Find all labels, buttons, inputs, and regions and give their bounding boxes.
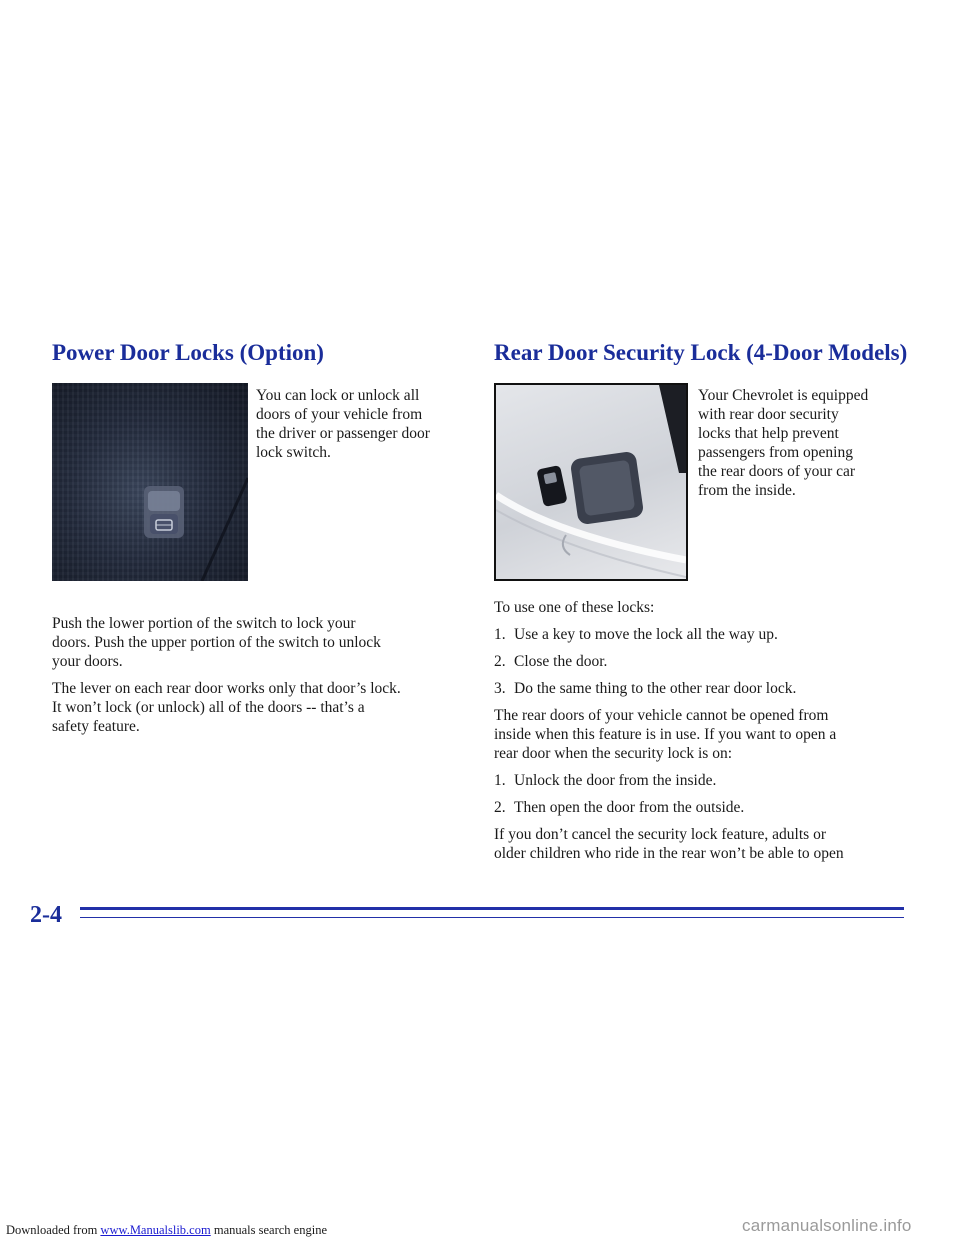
text-line: from the inside. bbox=[698, 482, 796, 499]
watermark: carmanualsonline.info bbox=[742, 1216, 912, 1235]
text-line: locks that help prevent bbox=[698, 425, 839, 442]
text-line: rear door when the security lock is on: bbox=[494, 745, 733, 762]
step-text: Use a key to move the lock all the way up. bbox=[514, 626, 778, 643]
step-text: Then open the door from the outside. bbox=[514, 799, 745, 816]
text-line: Your Chevrolet is equipped bbox=[698, 387, 869, 404]
power-locks-intro bbox=[256, 386, 476, 462]
power-door-locks-heading: Power Door Locks (Option) bbox=[52, 340, 324, 365]
text-line: passengers from opening bbox=[698, 444, 853, 461]
list-item bbox=[494, 625, 914, 644]
text-line: safety feature. bbox=[52, 718, 140, 735]
header-rule-thin bbox=[80, 917, 904, 918]
text-line: the driver or passenger door bbox=[256, 425, 430, 442]
list-item bbox=[494, 771, 914, 790]
step-text: Unlock the door from the inside. bbox=[514, 772, 717, 789]
list-item bbox=[494, 679, 914, 698]
rear-door-lock-photo bbox=[494, 383, 688, 581]
text-line: The rear doors of your vehicle cannot be opened from bbox=[494, 707, 829, 724]
page-number: 2-4 bbox=[30, 902, 62, 928]
step-number: 3. bbox=[494, 680, 506, 697]
text-line: the rear doors of your car bbox=[698, 463, 856, 480]
rear-door-security-lock-heading: Rear Door Security Lock (4-Door Models) bbox=[494, 340, 908, 365]
header-rule bbox=[80, 907, 904, 910]
step-number: 1. bbox=[494, 626, 506, 643]
manualslib-link[interactable]: www.Manualslib.com bbox=[100, 1223, 211, 1237]
list-item bbox=[494, 652, 914, 671]
text-line: The lever on each rear door works only that door’s lock. bbox=[52, 680, 401, 697]
text-line: lock switch. bbox=[256, 444, 331, 461]
step-text: Do the same thing to the other rear door lock. bbox=[514, 680, 797, 697]
step-text: Close the door. bbox=[514, 653, 608, 670]
text-line: You can lock or unlock all bbox=[256, 387, 420, 404]
footer-suffix: manuals search engine bbox=[210, 1223, 327, 1237]
power-locks-body bbox=[52, 614, 472, 744]
step-number: 2. bbox=[494, 653, 506, 670]
text-line: inside when this feature is in use. If you want to open a bbox=[494, 726, 837, 743]
paragraph bbox=[52, 679, 472, 736]
text-line: It won’t lock (or unlock) all of the doors -- that’s a bbox=[52, 699, 365, 716]
paragraph bbox=[494, 825, 914, 863]
use-intro: To use one of these locks: bbox=[494, 599, 655, 616]
text-line: your doors. bbox=[52, 653, 123, 670]
text-line: Push the lower portion of the switch to lock your bbox=[52, 615, 356, 632]
text-line: doors. Push the upper portion of the switch to unlock bbox=[52, 634, 381, 651]
text-line: If you don’t cancel the security lock feature, adults or bbox=[494, 826, 826, 843]
step-number: 1. bbox=[494, 772, 506, 789]
download-source-footer bbox=[6, 1223, 327, 1238]
power-lock-switch-photo bbox=[52, 383, 248, 581]
text-line: doors of your vehicle from bbox=[256, 406, 423, 423]
security-lock-intro bbox=[698, 386, 908, 500]
security-lock-body bbox=[494, 598, 914, 871]
text-line: older children who ride in the rear won’t be able to open bbox=[494, 845, 844, 862]
paragraph bbox=[494, 706, 914, 763]
footer-prefix: Downloaded from bbox=[6, 1223, 101, 1237]
text-line: with rear door security bbox=[698, 406, 839, 423]
list-item bbox=[494, 798, 914, 817]
step-number: 2. bbox=[494, 799, 506, 816]
paragraph bbox=[52, 614, 472, 671]
